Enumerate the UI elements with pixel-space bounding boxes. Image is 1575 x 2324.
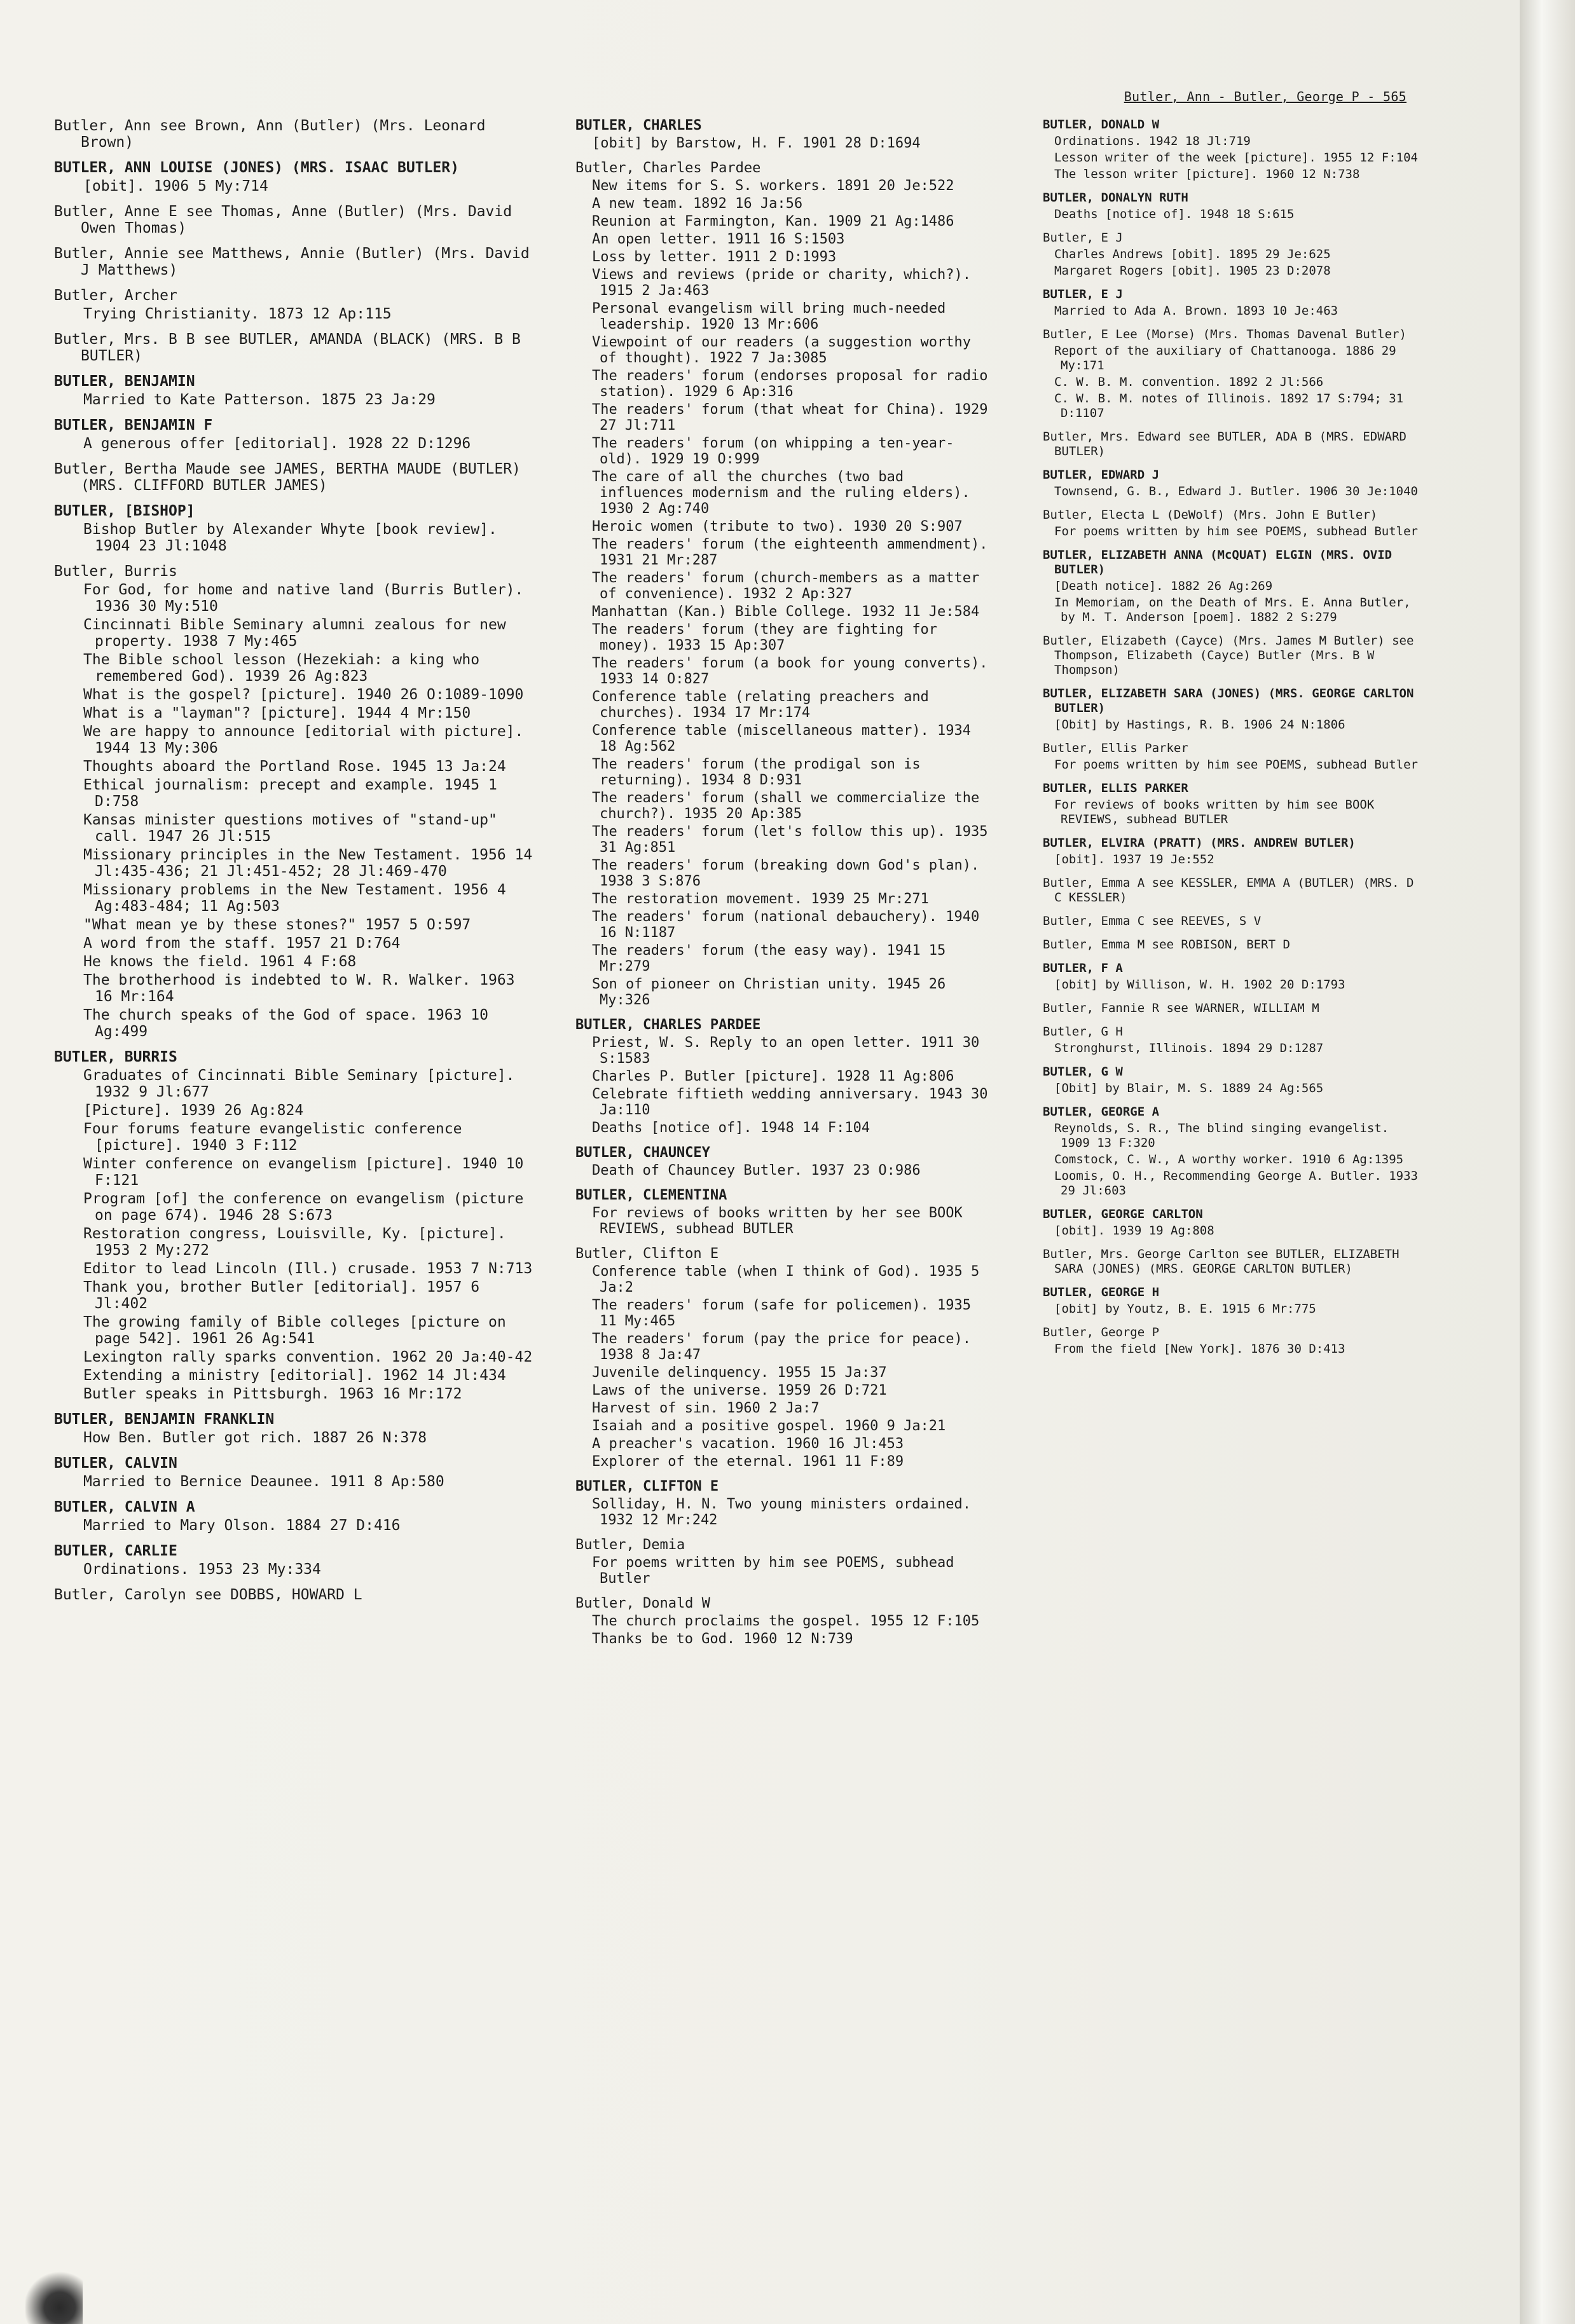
index-entry <box>54 245 544 278</box>
entry-heading: Butler, Emma M see ROBISON, BERT D <box>1043 938 1290 952</box>
entry-citation: Lesson writer of the week [picture]. 1955 12 F:104 <box>1054 151 1418 165</box>
entry-citation: We are happy to announce [editorial with picture]. 1944 13 My:306 <box>83 723 533 756</box>
entry-citation: Ordinations. 1942 18 Jl:719 <box>1054 134 1251 148</box>
entry-citation: The lesson writer [picture]. 1960 12 N:738 <box>1054 167 1360 181</box>
entry-citation: Conference table (miscellaneous matter). 1934 18 Ag:562 <box>592 723 980 755</box>
entry-citation: Harvest of sin. 1960 2 Ja:7 <box>592 1400 820 1416</box>
entry-citation: For poems written by him see POEMS, subhead Butler <box>592 1555 963 1587</box>
index-entry <box>1043 430 1424 459</box>
entry-heading: BUTLER, EDWARD J <box>1043 468 1160 482</box>
entry-heading: BUTLER, ELLIS PARKER <box>1043 781 1188 795</box>
entry-citation: Married to Kate Patterson. 1875 23 Ja:29 <box>83 392 436 408</box>
scan-shadow <box>25 2269 83 2324</box>
entry-citation: In Memoriam, on the Death of Mrs. E. Anna Butler, by M. T. Anderson [poem]. 1882 2 S:279 <box>1054 596 1418 624</box>
index-entry <box>1043 548 1424 625</box>
entry-citation: The readers' forum (breaking down God's plan). 1938 3 S:876 <box>592 858 988 889</box>
entry-citation: The readers' forum (on whipping a ten-year-old). 1929 19 O:999 <box>592 435 954 467</box>
index-entry <box>1043 1325 1424 1357</box>
entry-heading: Butler, Clifton E <box>575 1246 719 1262</box>
index-entry <box>575 1187 995 1237</box>
entry-citation: Stronghurst, Illinois. 1894 29 D:1287 <box>1054 1041 1324 1055</box>
entry-citation: Butler speaks in Pittsburgh. 1963 16 Mr:172 <box>83 1386 462 1402</box>
index-entry <box>575 1145 995 1179</box>
index-entry <box>1043 1247 1424 1276</box>
entry-citation: Loomis, O. H., Recommending George A. Butler. 1933 29 Jl:603 <box>1054 1169 1426 1198</box>
entry-citation: Townsend, G. B., Edward J. Butler. 1906 30 Je:1040 <box>1054 484 1418 498</box>
entry-citation: The brotherhood is indebted to W. R. Walker. 1963 16 Mr:164 <box>83 972 524 1005</box>
entry-citation: Heroic women (tribute to two). 1930 20 S:907 <box>592 519 963 535</box>
entry-citation: Trying Christianity. 1873 12 Ap:115 <box>83 306 392 322</box>
entry-heading: BUTLER, GEORGE CARLTON <box>1043 1207 1203 1221</box>
entry-heading: Butler, Carolyn see DOBBS, HOWARD L <box>54 1587 362 1603</box>
index-entry <box>575 1479 995 1528</box>
index-entry <box>1043 938 1424 952</box>
index-entry <box>1043 1105 1424 1198</box>
column-2 <box>575 118 995 1656</box>
entry-citation: A preacher's vacation. 1960 16 Jl:453 <box>592 1436 904 1452</box>
entry-citation: The readers' forum (endorses proposal for radio station). 1929 6 Ap:316 <box>592 368 996 400</box>
index-entry <box>54 461 544 494</box>
entry-heading: BUTLER, BENJAMIN F <box>54 417 213 434</box>
index-entry <box>575 1537 995 1587</box>
index-entry <box>54 287 544 322</box>
entry-heading: BUTLER, CLIFTON E <box>575 1479 719 1494</box>
entry-heading: BUTLER, GEORGE H <box>1043 1285 1160 1299</box>
entry-citation: The readers' forum (a book for young converts). 1933 14 O:827 <box>592 655 996 687</box>
index-entry <box>1043 1001 1424 1016</box>
entry-citation: [obit]. 1937 19 Je:552 <box>1054 852 1214 866</box>
entry-heading: Butler, E Lee (Morse) (Mrs. Thomas Davenal Butler) <box>1043 327 1406 341</box>
entry-heading: Butler, E J <box>1043 231 1123 245</box>
index-entry <box>54 1455 544 1490</box>
entry-heading: BUTLER, DONALYN RUTH <box>1043 191 1188 205</box>
entry-heading: BUTLER, CHAUNCEY <box>575 1145 710 1161</box>
entry-citation: He knows the field. 1961 4 F:68 <box>83 954 357 970</box>
entry-citation: New items for S. S. workers. 1891 20 Je:522 <box>592 178 954 194</box>
entry-citation: What is a "layman"? [picture]. 1944 4 Mr:150 <box>83 705 471 721</box>
entry-citation: Juvenile delinquency. 1955 15 Ja:37 <box>592 1365 887 1381</box>
index-entry <box>575 1017 995 1136</box>
entry-citation: Bishop Butler by Alexander Whyte [book review]. 1904 23 Jl:1048 <box>83 521 506 554</box>
entry-citation: Report of the auxiliary of Chattanooga. 1886 29 My:171 <box>1054 344 1404 373</box>
entry-citation: [Death notice]. 1882 26 Ag:269 <box>1054 579 1273 593</box>
entry-citation: Celebrate fiftieth wedding anniversary. 1943 30 Ja:110 <box>592 1086 996 1118</box>
entry-heading: Butler, Annie see Matthews, Annie (Butler) (Mrs. David J Matthews) <box>54 245 539 278</box>
index-entry <box>1043 1207 1424 1238</box>
entry-citation: Winter conference on evangelism [picture]. 1940 10 F:121 <box>83 1156 533 1189</box>
entry-heading: BUTLER, CHARLES PARDEE <box>575 1017 761 1033</box>
entry-heading: BUTLER, ELVIRA (PRATT) (MRS. ANDREW BUTLER) <box>1043 836 1356 850</box>
entry-citation: Deaths [notice of]. 1948 18 S:615 <box>1054 207 1295 221</box>
entry-heading: Butler, Anne E see Thomas, Anne (Butler) (Mrs. David Owen Thomas) <box>54 203 521 236</box>
entry-citation: Thoughts aboard the Portland Rose. 1945 13 Ja:24 <box>83 758 506 775</box>
entry-citation: Views and reviews (pride or charity, which?). 1915 2 Ja:463 <box>592 267 980 299</box>
entry-citation: For poems written by him see POEMS, subhead Butler <box>1054 758 1418 772</box>
index-entry <box>1043 508 1424 539</box>
entry-citation: The church proclaims the gospel. 1955 12 F:105 <box>592 1613 980 1629</box>
entry-citation: [obit]. 1939 19 Ag:808 <box>1054 1224 1214 1238</box>
entry-citation: Charles P. Butler [picture]. 1928 11 Ag:806 <box>592 1069 954 1084</box>
entry-heading: Butler, G H <box>1043 1025 1123 1039</box>
entry-heading: Butler, Burris <box>54 563 177 580</box>
entry-citation: Laws of the universe. 1959 26 D:721 <box>592 1383 887 1398</box>
entry-citation: Missionary problems in the New Testament. 1956 4 Ag:483-484; 11 Ag:503 <box>83 882 515 915</box>
index-entry <box>1043 781 1424 827</box>
entry-heading: Butler, Archer <box>54 287 177 304</box>
entry-citation: Missionary principles in the New Testament. 1956 14 Jl:435-436; 21 Jl:451-452; 28 Jl:469-470 <box>83 847 542 880</box>
page-edge <box>1520 0 1575 2324</box>
entry-citation: Editor to lead Lincoln (Ill.) crusade. 1953 7 N:713 <box>83 1261 533 1277</box>
entry-citation: [Picture]. 1939 26 Ag:824 <box>83 1102 304 1119</box>
index-entry <box>1043 741 1424 772</box>
entry-citation: The readers' forum (the prodigal son is returning). 1934 8 D:931 <box>592 756 929 788</box>
index-entry <box>54 563 544 1040</box>
entry-citation: "What mean ye by these stones?" 1957 5 O:597 <box>83 917 471 933</box>
index-entry <box>1043 327 1424 421</box>
entry-heading: Butler, Donald W <box>575 1596 710 1611</box>
entry-citation: Comstock, C. W., A worthy worker. 1910 6 Ag:1395 <box>1054 1152 1404 1166</box>
index-entry <box>54 118 544 151</box>
entry-citation: For reviews of books written by him see BOOK REVIEWS, subhead BUTLER <box>1054 798 1382 826</box>
entry-citation: Explorer of the eternal. 1961 11 F:89 <box>592 1454 904 1470</box>
entry-citation: [obit] by Willison, W. H. 1902 20 D:1793 <box>1054 978 1345 992</box>
entry-heading: BUTLER, CALVIN <box>54 1455 177 1472</box>
index-entry <box>1043 118 1424 182</box>
entry-citation: A generous offer [editorial]. 1928 22 D:1296 <box>83 435 471 452</box>
entry-heading: BUTLER, F A <box>1043 961 1123 975</box>
entry-citation: The readers' forum (the eighteenth ammendment). 1931 21 Mr:287 <box>592 537 996 568</box>
entry-citation: Four forums feature evangelistic conference [picture]. 1940 3 F:112 <box>83 1121 471 1154</box>
entry-citation: Reunion at Farmington, Kan. 1909 21 Ag:1486 <box>592 214 954 229</box>
entry-citation: A word from the staff. 1957 21 D:764 <box>83 935 401 952</box>
entry-citation: The readers' forum (let's follow this up). 1935 31 Ag:851 <box>592 824 996 856</box>
entry-citation: The readers' forum (church-members as a matter of convenience). 1932 2 Ap:327 <box>592 570 988 602</box>
index-entry <box>54 1411 544 1446</box>
entry-citation: Isaiah and a positive gospel. 1960 9 Ja:21 <box>592 1418 946 1434</box>
entry-citation: Solliday, H. N. Two young ministers ordained. 1932 12 Mr:242 <box>592 1496 980 1528</box>
entry-citation: Lexington rally sparks convention. 1962 20 Ja:40-42 <box>83 1349 533 1365</box>
index-entry <box>575 1246 995 1470</box>
entry-heading: BUTLER, CHARLES <box>575 118 702 133</box>
index-entry <box>1043 687 1424 732</box>
index-entry <box>1043 1285 1424 1316</box>
index-entry <box>1043 468 1424 499</box>
entry-citation: Program [of] the conference on evangelism (picture on page 674). 1946 28 S:673 <box>83 1191 533 1224</box>
entry-citation: [Obit] by Hastings, R. B. 1906 24 N:1806 <box>1054 718 1345 732</box>
entry-heading: Butler, Mrs. B B see BUTLER, AMANDA (BLACK) (MRS. B B BUTLER) <box>54 331 530 364</box>
entry-citation: Manhattan (Kan.) Bible College. 1932 11 Je:584 <box>592 604 980 620</box>
index-entry <box>54 417 544 452</box>
index-entry <box>575 1596 995 1647</box>
entry-heading: BUTLER, CALVIN A <box>54 1499 195 1515</box>
entry-citation: The readers' forum (pay the price for peace). 1938 8 Ja:47 <box>592 1331 980 1363</box>
entry-citation: Loss by letter. 1911 2 D:1993 <box>592 249 837 265</box>
entry-citation: Cincinnati Bible Seminary alumni zealous for new property. 1938 7 My:465 <box>83 617 515 650</box>
index-entry <box>54 331 544 364</box>
entry-heading: BUTLER, G W <box>1043 1065 1123 1079</box>
entry-citation: The readers' forum (the easy way). 1941 15 Mr:279 <box>592 943 954 974</box>
entry-citation: Margaret Rogers [obit]. 1905 23 D:2078 <box>1054 264 1331 278</box>
entry-citation: Kansas minister questions motives of "stand-up" call. 1947 26 Jl:515 <box>83 812 506 845</box>
index-entry <box>1043 634 1424 678</box>
entry-citation: Personal evangelism will bring much-needed leadership. 1920 13 Mr:606 <box>592 301 954 332</box>
index-entry <box>1043 836 1424 867</box>
entry-heading: BUTLER, ANN LOUISE (JONES) (MRS. ISAAC BUTLER) <box>54 160 459 176</box>
index-entry <box>54 1543 544 1578</box>
entry-citation: The readers' forum (they are fighting for money). 1933 15 Ap:307 <box>592 622 946 653</box>
entry-citation: Reynolds, S. R., The blind singing evangelist. 1909 13 F:320 <box>1054 1121 1396 1150</box>
entry-citation: C. W. B. M. convention. 1892 2 Jl:566 <box>1054 375 1324 389</box>
entry-heading: Butler, Demia <box>575 1537 685 1553</box>
entry-citation: Son of pioneer on Christian unity. 1945 26 My:326 <box>592 976 954 1008</box>
index-entry <box>54 160 544 195</box>
entry-citation: Charles Andrews [obit]. 1895 29 Je:625 <box>1054 247 1331 261</box>
entry-citation: The growing family of Bible colleges [picture on page 542]. 1961 26 Ag:541 <box>83 1314 515 1347</box>
entry-heading: Butler, Electa L (DeWolf) (Mrs. John E Butler) <box>1043 508 1378 522</box>
entry-citation: Married to Mary Olson. 1884 27 D:416 <box>83 1517 401 1534</box>
entry-citation: For reviews of books written by her see BOOK REVIEWS, subhead BUTLER <box>592 1205 972 1237</box>
entry-heading: BUTLER, [BISHOP] <box>54 503 195 519</box>
entry-heading: Butler, Charles Pardee <box>575 160 761 176</box>
entry-citation: The readers' forum (national debauchery). 1940 16 N:1187 <box>592 909 988 941</box>
running-header: Butler, Ann - Butler, George P - 565 <box>1124 89 1406 104</box>
index-entry <box>1043 914 1424 929</box>
entry-heading: BUTLER, GEORGE A <box>1043 1105 1160 1119</box>
entry-heading: Butler, Emma C see REEVES, S V <box>1043 914 1262 928</box>
entry-heading: BUTLER, BENJAMIN <box>54 373 195 390</box>
entry-citation: Extending a ministry [editorial]. 1962 14 Jl:434 <box>83 1367 506 1384</box>
entry-citation: Priest, W. S. Reply to an open letter. 1911 30 S:1583 <box>592 1035 988 1067</box>
entry-heading: Butler, Mrs. Edward see BUTLER, ADA B (MRS. EDWARD BUTLER) <box>1043 430 1414 458</box>
index-entry <box>54 503 544 554</box>
index-entry <box>575 118 995 151</box>
entry-citation: Deaths [notice of]. 1948 14 F:104 <box>592 1120 870 1136</box>
entry-citation: Married to Ada A. Brown. 1893 10 Je:463 <box>1054 304 1338 318</box>
entry-citation: [obit]. 1906 5 My:714 <box>83 178 268 195</box>
index-entry <box>1043 1065 1424 1096</box>
index-entry <box>1043 876 1424 905</box>
entry-citation: The readers' forum (safe for policemen). 1935 11 My:465 <box>592 1297 980 1329</box>
entry-citation: [obit] by Barstow, H. F. 1901 28 D:1694 <box>592 135 921 151</box>
entry-citation: What is the gospel? [picture]. 1940 26 O:1089-1090 <box>83 687 524 703</box>
index-entry <box>1043 961 1424 992</box>
entry-citation: For God, for home and native land (Burris Butler). 1936 30 My:510 <box>83 582 533 615</box>
entry-citation: From the field [New York]. 1876 30 D:413 <box>1054 1342 1345 1356</box>
entry-citation: Married to Bernice Deaunee. 1911 8 Ap:580 <box>83 1473 444 1490</box>
entry-citation: Thanks be to God. 1960 12 N:739 <box>592 1631 853 1647</box>
entry-citation: Conference table (when I think of God). 1935 5 Ja:2 <box>592 1264 988 1295</box>
entry-citation: The church speaks of the God of space. 1963 10 Ag:499 <box>83 1007 497 1040</box>
entry-heading: BUTLER, ELIZABETH SARA (JONES) (MRS. GEORGE CARLTON BUTLER) <box>1043 687 1421 715</box>
index-entry <box>1043 287 1424 318</box>
entry-heading: BUTLER, DONALD W <box>1043 118 1160 132</box>
entry-heading: BUTLER, E J <box>1043 287 1123 301</box>
entry-citation: For poems written by him see POEMS, subhead Butler <box>1054 524 1418 538</box>
entry-citation: Viewpoint of our readers (a suggestion worthy of thought). 1922 7 Ja:3085 <box>592 334 980 366</box>
entry-heading: Butler, George P <box>1043 1325 1160 1339</box>
entry-citation: Ordinations. 1953 23 My:334 <box>83 1561 321 1578</box>
entry-citation: The restoration movement. 1939 25 Mr:271 <box>592 891 929 907</box>
entry-citation: Conference table (relating preachers and churches). 1934 17 Mr:174 <box>592 689 938 721</box>
index-entry <box>54 1049 544 1402</box>
entry-citation: An open letter. 1911 16 S:1503 <box>592 231 845 247</box>
entry-heading: Butler, Elizabeth (Cayce) (Mrs. James M Butler) see Thompson, Elizabeth (Cayce) Butler (Mrs. B W Thompson) <box>1043 634 1421 677</box>
index-entry <box>1043 191 1424 222</box>
entry-heading: Butler, Fannie R see WARNER, WILLIAM M <box>1043 1001 1319 1015</box>
entry-heading: BUTLER, CLEMENTINA <box>575 1187 727 1203</box>
index-entry <box>54 1499 544 1534</box>
entry-citation: Graduates of Cincinnati Bible Seminary [picture]. 1932 9 Jl:677 <box>83 1067 524 1100</box>
entry-citation: Death of Chauncey Butler. 1937 23 O:986 <box>592 1163 921 1179</box>
entry-citation: The care of all the churches (two bad influences modernism and the ruling elders). 1930 2 Ag:740 <box>592 469 979 517</box>
index-entry <box>54 1587 544 1603</box>
entry-citation: How Ben. Butler got rich. 1887 26 N:378 <box>83 1430 427 1446</box>
entry-heading: Butler, Mrs. George Carlton see BUTLER, ELIZABETH SARA (JONES) (MRS. GEORGE CARLTON BUTLER) <box>1043 1247 1406 1276</box>
entry-heading: Butler, Emma A see KESSLER, EMMA A (BUTLER) (MRS. D C KESSLER) <box>1043 876 1421 905</box>
entry-heading: Butler, Ellis Parker <box>1043 741 1188 755</box>
index-entry <box>54 373 544 408</box>
index-entry <box>575 160 995 1008</box>
index-entry <box>1043 1025 1424 1056</box>
entry-citation: The readers' forum (that wheat for China). 1929 27 Jl:711 <box>592 402 996 434</box>
entry-heading: BUTLER, BURRIS <box>54 1049 177 1065</box>
entry-citation: [Obit] by Blair, M. S. 1889 24 Ag:565 <box>1054 1081 1324 1095</box>
column-3 <box>1043 118 1424 1365</box>
entry-citation: Thank you, brother Butler [editorial]. 1957 6 Jl:402 <box>83 1279 488 1312</box>
entry-citation: [obit] by Youtz, B. E. 1915 6 Mr:775 <box>1054 1302 1316 1316</box>
entry-heading: Butler, Ann see Brown, Ann (Butler) (Mrs. Leonard Brown) <box>54 118 495 151</box>
index-entry <box>1043 231 1424 278</box>
entry-citation: The readers' forum (shall we commercialize the church?). 1935 20 Ap:385 <box>592 790 988 822</box>
entry-heading: BUTLER, ELIZABETH ANNA (McQUAT) ELGIN (MRS. OVID BUTLER) <box>1043 548 1400 577</box>
entry-citation: A new team. 1892 16 Ja:56 <box>592 196 803 212</box>
entry-heading: Butler, Bertha Maude see JAMES, BERTHA MAUDE (BUTLER) (MRS. CLIFFORD BUTLER JAMES) <box>54 461 530 494</box>
entry-heading: BUTLER, BENJAMIN FRANKLIN <box>54 1411 275 1428</box>
entry-heading: BUTLER, CARLIE <box>54 1543 177 1559</box>
entry-citation: C. W. B. M. notes of Illinois. 1892 17 S:794; 31 D:1107 <box>1054 392 1411 420</box>
entry-citation: Ethical journalism: precept and example. 1945 1 D:758 <box>83 777 506 810</box>
column-1 <box>54 118 544 1612</box>
entry-citation: Restoration congress, Louisville, Ky. [picture]. 1953 2 My:272 <box>83 1226 515 1259</box>
index-entry <box>54 203 544 236</box>
entry-citation: The Bible school lesson (Hezekiah: a king who remembered God). 1939 26 Ag:823 <box>83 652 488 685</box>
